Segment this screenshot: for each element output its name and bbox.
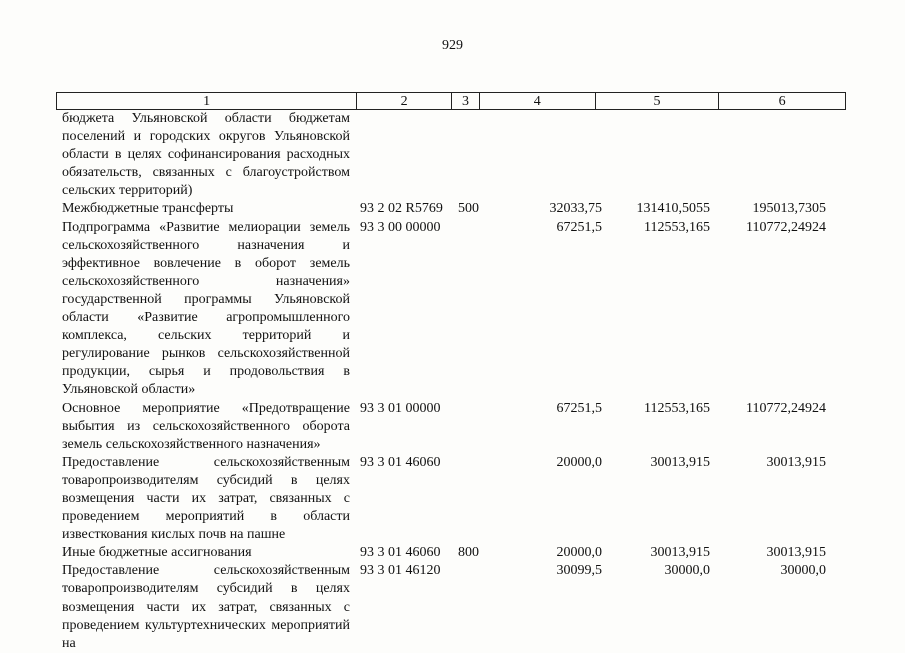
row-value-col6: 30013,915 — [766, 454, 826, 470]
page-number: 929 — [442, 38, 463, 53]
row-name: Основное мероприятие «Предотвращение выбытия из сельскохозяйственного оборота земель сельскохозяйственного назначения» — [62, 400, 350, 452]
row-value-col5: 112553,165 — [644, 400, 710, 416]
row-value-col6: 30000,0 — [780, 563, 826, 579]
table-row — [62, 110, 846, 200]
row-code: 93 3 01 46060 — [360, 545, 441, 561]
row-value-col4: 20000,0 — [556, 545, 602, 561]
column-header-3: 3 — [452, 93, 480, 109]
column-header-2: 2 — [357, 93, 452, 109]
row-value-col4: 67251,5 — [556, 219, 602, 235]
row-value-col5: 112553,165 — [644, 219, 710, 235]
table-row — [62, 400, 846, 454]
row-value-col5: 131410,5055 — [636, 201, 710, 217]
row-name: Иные бюджетные ассигнования — [62, 545, 252, 561]
table-row — [62, 200, 846, 218]
row-code: 93 2 02 R5769 — [360, 201, 443, 217]
row-name: Предоставление сельскохозяйственным товаропроизводителям субсидий в целях возмещения части их затрат, связанных с проведением культуртехнических мероприятий на — [62, 563, 350, 651]
row-expense-type: 500 — [458, 201, 479, 217]
row-value-col4: 67251,5 — [556, 400, 602, 416]
row-code: 93 3 01 46060 — [360, 454, 441, 470]
table-row — [62, 544, 846, 562]
row-value-col6: 110772,24924 — [746, 400, 826, 416]
row-value-col6: 110772,24924 — [746, 219, 826, 235]
table-body — [62, 110, 846, 653]
row-name: Подпрограмма «Развитие мелиорации земель сельскохозяйственного назначения и эффективное вовлечение в оборот земель сельскохозяйственного назначения» государственной программы Ульяновской области «Развитие агропромышленного комплекса, сельских территорий и регулирование рынков сельскохозяйственной продукции, сырья и продовольствия в Ульяновской области» — [62, 219, 350, 398]
row-expense-type: 800 — [458, 545, 479, 561]
row-value-col5: 30013,915 — [650, 545, 710, 561]
table-row — [62, 562, 846, 652]
column-header-1: 1 — [57, 93, 357, 109]
table-header — [56, 92, 846, 110]
row-code: 93 3 00 00000 — [360, 219, 441, 235]
row-value-col6: 195013,7305 — [752, 201, 826, 217]
column-header-4: 4 — [480, 93, 596, 109]
row-name: Межбюджетные трансферты — [62, 201, 234, 217]
row-value-col6: 30013,915 — [766, 545, 826, 561]
row-code: 93 3 01 00000 — [360, 400, 441, 416]
column-header-5: 5 — [596, 93, 720, 109]
table-row — [62, 454, 846, 544]
row-value-col5: 30013,915 — [650, 454, 710, 470]
row-value-col5: 30000,0 — [664, 563, 710, 579]
row-name: бюджета Ульяновской области бюджетам поселений и городских округов Ульяновской области в целях софинансирования расходных обязательств, связанных с благоустройством сельских территорий) — [62, 111, 350, 199]
row-code: 93 3 01 46120 — [360, 563, 441, 579]
column-header-6: 6 — [778, 94, 786, 109]
table-row — [62, 219, 846, 400]
row-value-col4: 30099,5 — [556, 563, 602, 579]
row-value-col4: 20000,0 — [556, 454, 602, 470]
row-name: Предоставление сельскохозяйственным товаропроизводителям субсидий в целях возмещения части их затрат, связанных с проведением мероприятий в области известкования кислых почв на пашне — [62, 454, 350, 543]
row-value-col4: 32033,75 — [549, 201, 602, 217]
